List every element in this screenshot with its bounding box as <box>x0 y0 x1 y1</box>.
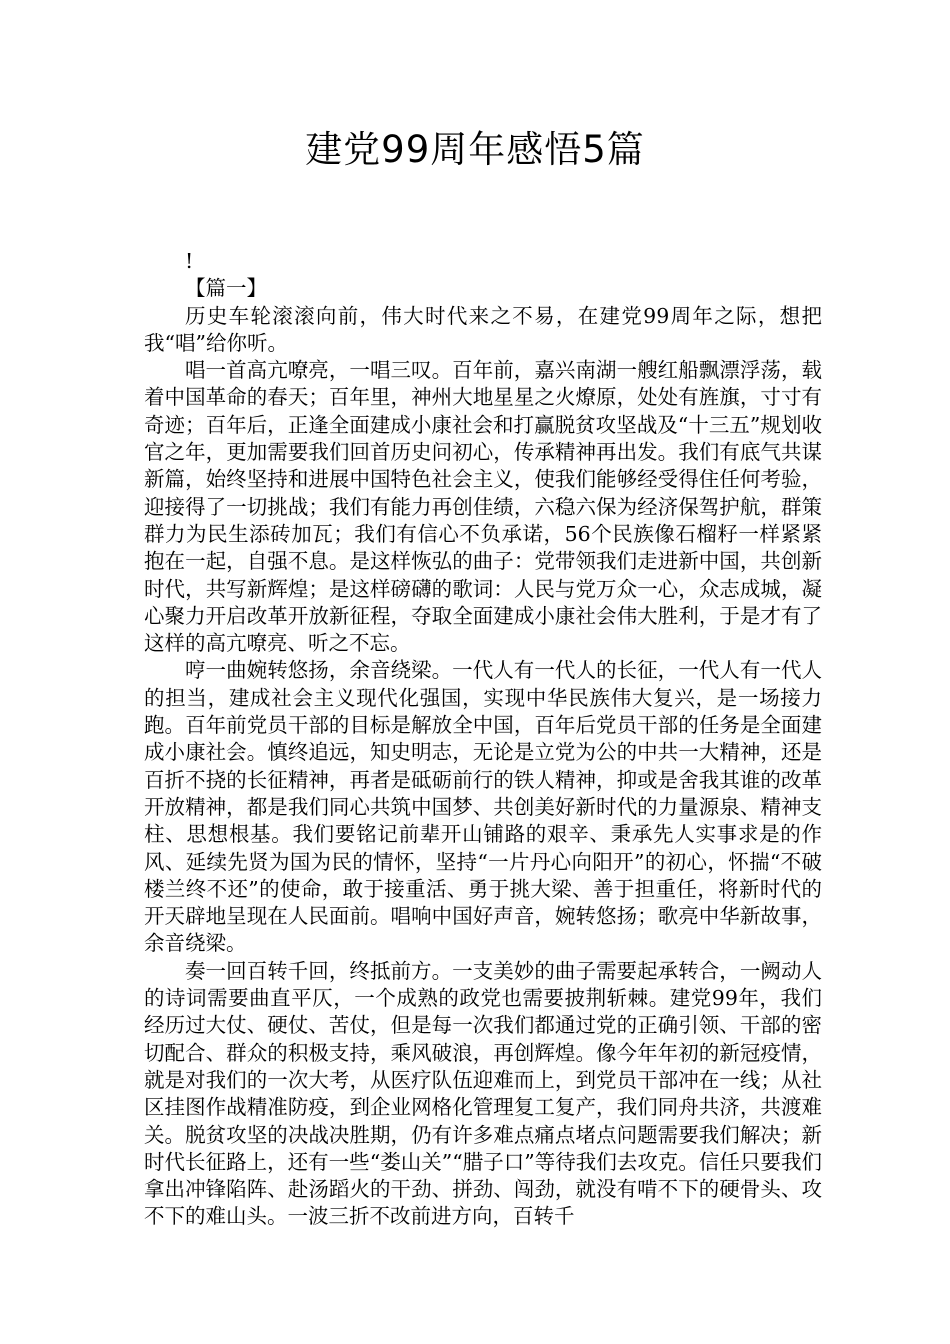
paragraph-1: 唱一首高亢嘹亮，一唱三叹。百年前，嘉兴南湖一艘红船飘漂浮荡，载着中国革命的春天；百年里，神州大地星星之火燎原，处处有旌旗，寸寸有奇迹；百年后，正逢全面建成小康社会和打赢脱贫攻坚战及“十三五”规划收官之年，更加需要我们回首历史问初心，传承精神再出发。我们有底气共谋新篇，始终坚持和进展中国特色社会主义，使我们能够经受得住任何考验，迎接得了一切挑战；我们有能力再创佳绩，六稳六保为经济保驾护航，群策群力为民生添砖加瓦；我们有信心不负承诺，56个民族像石榴籽一样紧紧抱在一起，自强不息。是这样恢弘的曲子：党带领我们走进新中国，共创新时代，共写新辉煌；是这样磅礴的歌词：人民与党万众一心，众志成城，凝心聚力开启改革开放新征程，夺取全面建成小康社会伟大胜利，于是才有了这样的高亢嘹亮、听之不忘。 <box>144 358 822 656</box>
exclamation-mark: ! <box>185 249 194 273</box>
paragraph-3: 奏一回百转千回，终抵前方。一支美妙的曲子需要起承转合，一阙动人的诗词需要曲直平仄，一个成熟的政党也需要披荆斩棘。建党99年，我们经历过大仗、硬仗、苦仗，但是每一次我们都通过党的正确引领、干部的密切配合、群众的积极支持，乘风破浪，再创辉煌。像今年年初的新冠疫情，就是对我们的一次大考，从医疗队伍迎难而上，到党员干部冲在一线；从社区挂图作战精准防疫，到企业网格化管理复工复产，我们同舟共济，共渡难关。脱贫攻坚的决战决胜期，仍有许多难点痛点堵点问题需要我们解决；新时代长征路上，还有一些“娄山关”“腊子口”等待我们去攻克。信任只要我们拿出冲锋陷阵、赴汤蹈火的干劲、拼劲、闯劲，就没有啃不下的硬骨头、攻不下的难山头。一波三折不改前进方向，百转千 <box>144 958 822 1229</box>
document-body <box>144 248 822 1231</box>
section-heading: 【篇一】 <box>185 276 267 301</box>
paragraph-2: 哼一曲婉转悠扬，余音绕梁。一代人有一代人的长征，一代人有一代人的担当，建成社会主义现代化强国，实现中华民族伟大复兴，是一场接力跑。百年前党员干部的目标是解放全中国，百年后党员干部的任务是全面建成小康社会。慎终追远，知史明志，无论是立党为公的中共一大精神，还是百折不挠的长征精神，再者是砥砺前行的铁人精神，抑或是舍我其谁的改革开放精神，都是我们同心共筑中国梦、共创美好新时代的力量源泉、精神支柱、思想根基。我们要铭记前辈开山铺路的艰辛、秉承先人实事求是的作风、延续先贤为国为民的情怀，坚持“一片丹心向阳开”的初心，怀揣“不破楼兰终不还”的使命，敢于接重活、勇于挑大梁、善于担重任，将新时代的开天辟地呈现在人民面前。唱响中国好声音，婉转悠扬；歌亮中华新故事，余音绕梁。 <box>144 658 822 956</box>
paragraph-intro: 历史车轮滚滚向前，伟大时代来之不易，在建党99周年之际，想把我“唱”给你听。 <box>144 303 822 355</box>
document-title: 建党99周年感悟5篇 <box>305 128 645 171</box>
